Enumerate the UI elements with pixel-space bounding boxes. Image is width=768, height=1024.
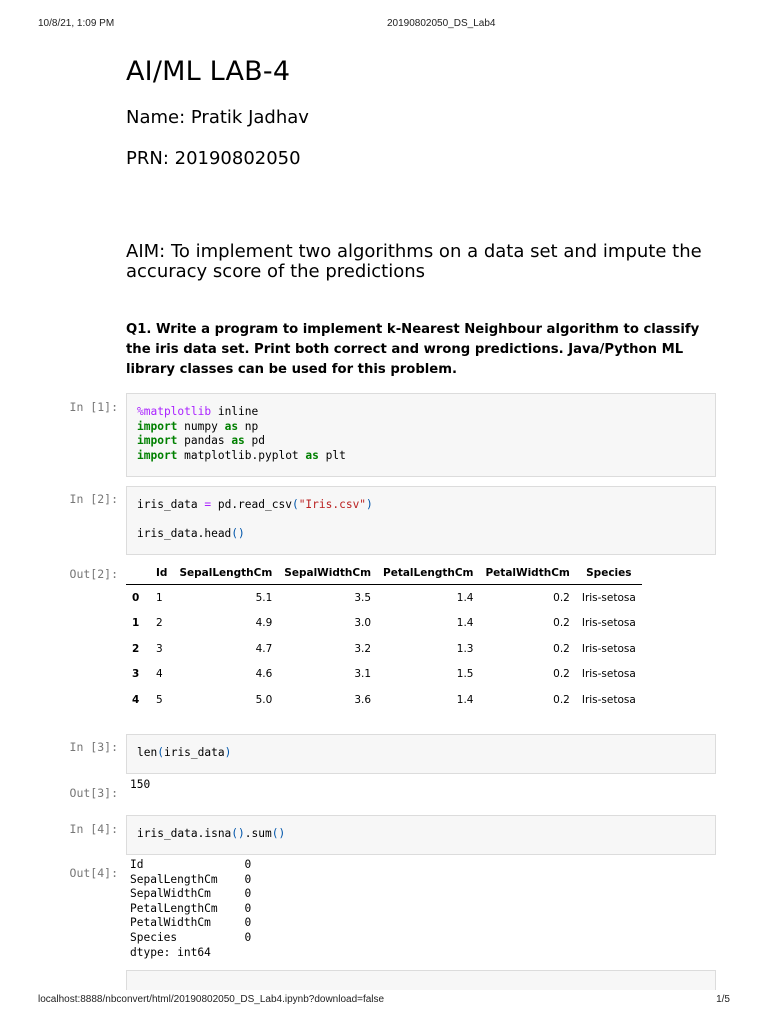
- code-cell-1[interactable]: [126, 393, 716, 477]
- student-prn: PRN: 20190802050: [126, 148, 301, 169]
- code-block-4: iris_data.isna().sum(): [137, 827, 286, 840]
- table-cell: 0.2: [553, 693, 570, 706]
- in-prompt-4: In [4]:: [69, 822, 118, 836]
- notebook-title: AI/ML LAB-4: [126, 56, 291, 87]
- code-cell-4[interactable]: [126, 815, 716, 855]
- table-cell: 5: [156, 693, 163, 706]
- table-cell: 1.4: [456, 617, 474, 630]
- table-header-row: [126, 562, 642, 585]
- table-row: [126, 662, 642, 688]
- table-cell: 4.6: [255, 668, 273, 681]
- table-row: [126, 611, 642, 637]
- table-cell: 3.1: [354, 668, 372, 681]
- table-cell: 4.7: [255, 642, 273, 655]
- code-block-3: len(iris_data): [137, 746, 232, 759]
- code-cell-3[interactable]: [126, 734, 716, 774]
- table-cell: 1.5: [456, 668, 474, 681]
- code-cell-5-partial[interactable]: [126, 970, 716, 990]
- row-index: 2: [132, 642, 140, 655]
- question-1: Q1. Write a program to implement k-Nearest Neighbour algorithm to classify the iris data set. Print both correct and wrong predictions. Java/Python ML library classes can be used for this problem.: [126, 322, 700, 377]
- column-header: PetalWidthCm: [479, 562, 575, 585]
- column-header: Species: [576, 562, 642, 585]
- column-header: Id: [150, 562, 173, 585]
- aim-statement: [126, 242, 726, 282]
- page-number: 1/5: [716, 994, 730, 1005]
- table-cell: Iris-setosa: [581, 668, 636, 681]
- print-header: [0, 18, 768, 32]
- table-cell: 2: [156, 617, 163, 630]
- table-cell: 4.9: [255, 617, 273, 630]
- table-cell: 0.2: [553, 642, 570, 655]
- table-cell: Iris-setosa: [581, 617, 636, 630]
- output-3: 150: [130, 778, 151, 791]
- row-index: 1: [132, 617, 140, 630]
- code-block-1: %matplotlib inline import numpy as np import pandas as pd import matplotlib.pyplot as plt: [137, 405, 346, 462]
- table-cell: 3: [156, 642, 163, 655]
- column-header: [126, 562, 150, 585]
- table-cell: Iris-setosa: [581, 693, 636, 706]
- table-cell: 0.2: [553, 668, 570, 681]
- aim-label: AIM: [126, 241, 160, 262]
- student-name: Name: Pratik Jadhav: [126, 107, 309, 128]
- table-cell: 4: [156, 668, 163, 681]
- print-url: localhost:8888/nbconvert/html/20190802050_DS_Lab4.ipynb?download=false: [38, 994, 385, 1005]
- iris-head-table: [126, 562, 642, 713]
- out-prompt-3: Out[3]:: [69, 786, 118, 800]
- table-cell: 0.2: [553, 591, 570, 604]
- print-footer: [0, 994, 768, 1008]
- table-cell: 5.0: [255, 693, 273, 706]
- table-cell: 3.5: [354, 591, 372, 604]
- table-row: [126, 585, 642, 611]
- table-cell: Iris-setosa: [581, 591, 636, 604]
- table-cell: Iris-setosa: [581, 642, 636, 655]
- table-cell: 0.2: [553, 617, 570, 630]
- table-row: [126, 687, 642, 713]
- table-row: [126, 636, 642, 662]
- code-cell-2[interactable]: [126, 486, 716, 555]
- row-index: 3: [132, 668, 140, 681]
- code-block-2: iris_data = pd.read_csv("Iris.csv") iris_data.head(): [137, 498, 373, 541]
- column-header: SepalWidthCm: [278, 562, 377, 585]
- table-cell: 3.2: [354, 642, 372, 655]
- table-cell: 1: [156, 591, 163, 604]
- row-index: 0: [132, 591, 140, 604]
- table-cell: 1.4: [456, 591, 474, 604]
- table-cell: 1.4: [456, 693, 474, 706]
- table-cell: 3.0: [354, 617, 372, 630]
- table-cell: 5.1: [255, 591, 273, 604]
- aim-text: : To implement two algorithms on a data set and impute the accuracy score of the predictions: [126, 241, 702, 282]
- in-prompt-1: In [1]:: [69, 400, 118, 414]
- in-prompt-2: In [2]:: [69, 492, 118, 506]
- column-header: SepalLengthCm: [173, 562, 278, 585]
- table-cell: 3.6: [354, 693, 372, 706]
- in-prompt-3: In [3]:: [69, 740, 118, 754]
- print-doc-title: 20190802050_DS_Lab4: [387, 18, 496, 29]
- column-header: PetalLengthCm: [377, 562, 479, 585]
- table-cell: 1.3: [456, 642, 474, 655]
- row-index: 4: [132, 693, 140, 706]
- print-datetime: 10/8/21, 1:09 PM: [38, 18, 115, 29]
- output-4: Id 0 SepalLengthCm 0 SepalWidthCm 0 PetalLengthCm 0 PetalWidthCm 0 Species 0 dtype: int64: [130, 858, 252, 959]
- out-prompt-2: Out[2]:: [69, 567, 118, 581]
- out-prompt-4: Out[4]:: [69, 866, 118, 880]
